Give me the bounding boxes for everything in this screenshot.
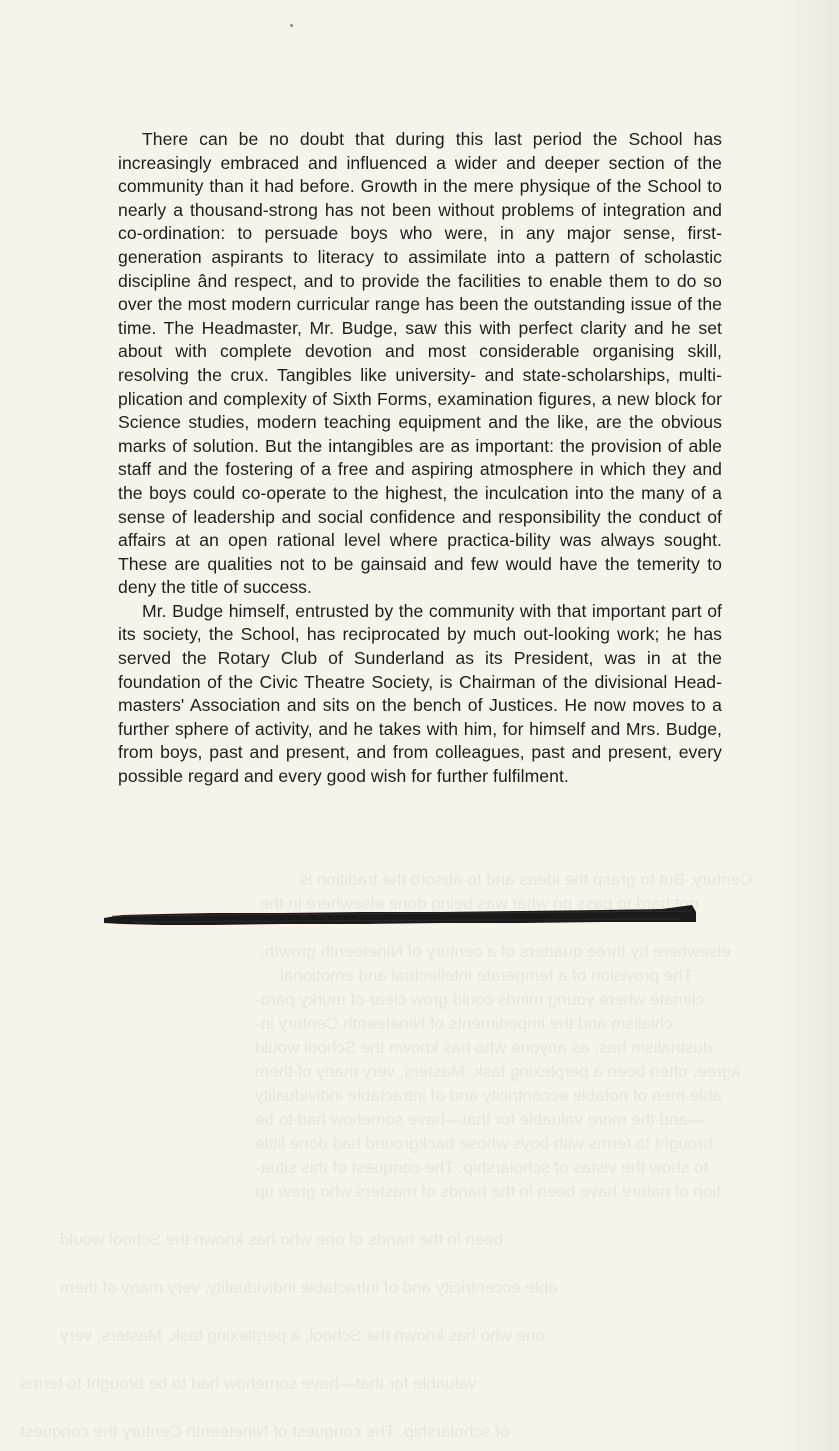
page-edge-shadow — [775, 0, 839, 1451]
show-through-text: Century. But to grasp the ideas and to absorb the tradition is not hard to pass on what was being done elsewhere in the elsewhere by three quarters of a century of Nineteenth growth. The provision of a temperate intellectual and emotional climate where young minds could grow clear of murky paro- chialism and the impediments of Nineteenth Century in- dustrialism has, as anyone who has known the School would agree, often been a perplexing task. Masters, very many of them able men of notable eccentricity and of intractable individuality —and the more valuable for that—have somehow had to be brought to terms with boys whose background had done little to show the vistas of scholarship. The conquest of this situa- tion of nature have been in the hands of masters who grew up been in the hands of one who has known the School would able eccentricity and of intractable individuality, very many of them one who has known the School, a perplexing task. Masters, very valuable for that—have somehow had to be brought to terms of scholarship. The conquest of Nineteenth Century the conquest — [20, 870, 753, 1441]
redacted-signature-bar — [102, 902, 698, 928]
paragraph-2: Mr. Budge himself, entrusted by the community with that important part of its society, the School, has reciprocated by much out-looking work; he has served the Rotary Club of Sunderland as its President, was in at the foundation of the Civic Theatre Society, is Chairman of the divisional Head-masters' Association and sits on the bench of Justices. He now moves to a further sphere of activity, and he takes with him, for himself and Mrs. Budge, from boys, past and present, and from colleagues, past and present, every possible regard and every good wish for further fulfilment. — [118, 600, 722, 787]
article-body — [118, 128, 722, 789]
paragraph-1: There can be no doubt that during this last period the School has increasingly embraced and influenced a wider and deeper section of the community than it had before. Growth in the mere physique of the School to nearly a thousand-strong has not been without problems of integration and co-ordination: to persuade boys who were, in any major sense, first-generation aspirants to literacy to assimilate into a pattern of scholastic discipline ând respect, and to provide the facilities to enable them to do so over the most modern curricular range has been the outstanding issue of the time. The Headmaster, Mr. Budge, saw this with perfect clarity and he set about with complete devotion and most considerable organising skill, resolving the crux. Tangibles like university- and state-scholarships, multi-plication and complexity of Sixth Forms, examination figures, a new block for Science studies, modern teaching equipment and the like, are the obvious marks of solution. But the intangibles are as important: the provision of able staff and the fostering of a free and aspiring atmosphere in which they and the boys could co-operate to the highest, the inculcation into the many of a sense of leadership and social confidence and responsibility the conduct of affairs at an open rational level where practica-bility was always sought. These are qualities not to be gainsaid and few would have the temerity to deny the title of success. — [118, 129, 722, 598]
paper-speck — [290, 24, 293, 27]
